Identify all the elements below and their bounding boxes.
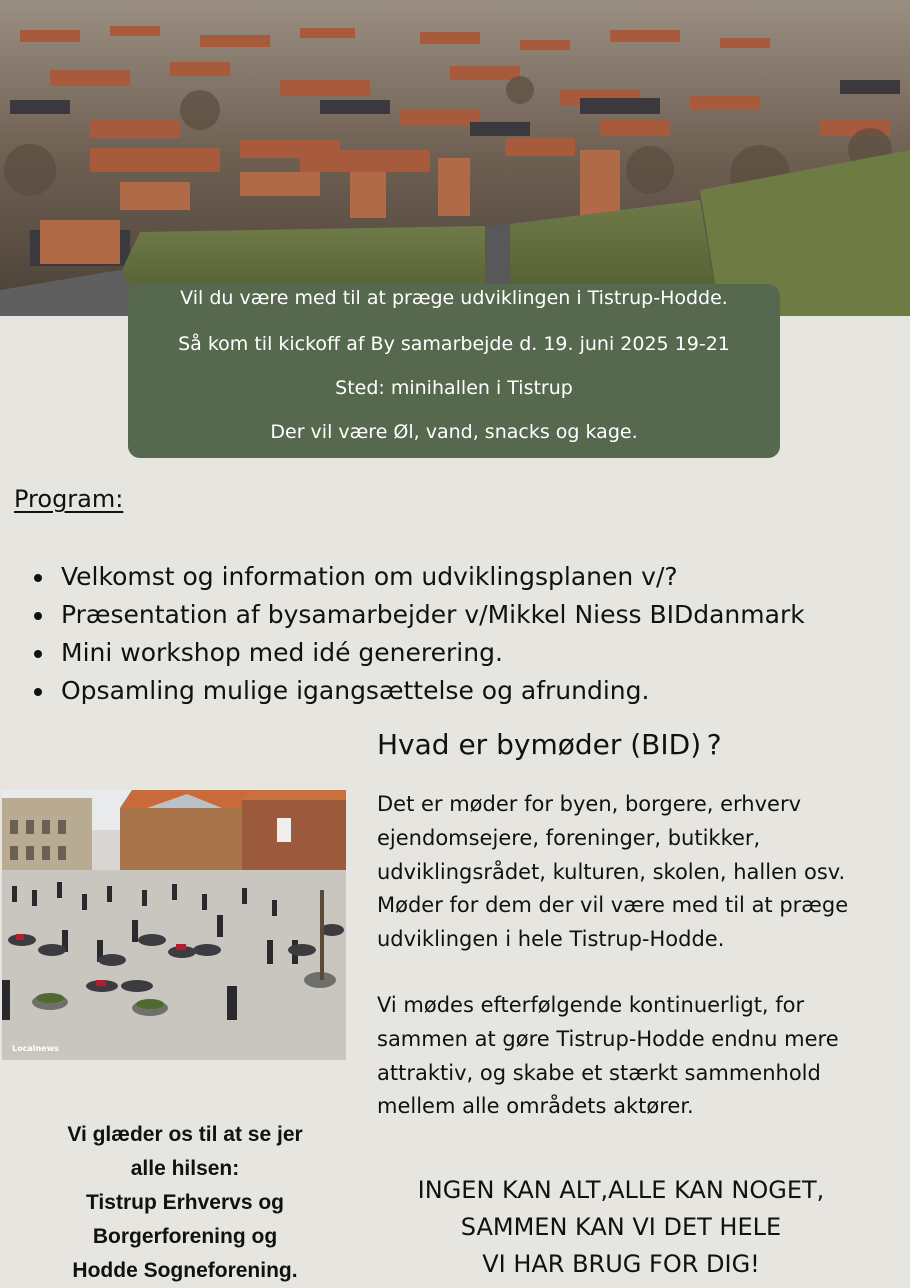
signoff-line: Vi glæder os til at se jer (67, 1123, 303, 1146)
info-line-refreshments: Der vil være Øl, vand, snacks og kage. (270, 421, 638, 443)
signoff (20, 1118, 350, 1288)
signoff-line: Borgerforening og (92, 1225, 278, 1248)
town-square-photo (2, 790, 346, 1060)
info-line-kickoff: Så kom til kickoff af By samarbejde d. 19. juni 2025 19-21 (178, 333, 730, 355)
program-list (34, 558, 805, 710)
aerial-town-photo (0, 0, 910, 316)
bid-paragraph-1: Det er møder for byen, borgere, erhverv ejendomsejere, foreninger, butikker, udviklingsrådet, kulturen, skolen, hallen osv. Møder for dem der vil være med til at præge udviklingen i hele Tistrup-Hodde. (377, 792, 849, 952)
program-item: Velkomst og information om udviklingsplanen v/? (34, 558, 805, 596)
info-line-location: Sted: minihallen i Tistrup (335, 377, 573, 399)
photo-credit: Localnews (12, 1044, 59, 1053)
bid-paragraph-2: Vi mødes efterfølgende kontinuerligt, for sammen at gøre Tistrup-Hodde endnu mere attraktiv, og skabe et stærkt sammenhold mellem alle områdets aktører. (377, 993, 839, 1119)
event-info-box (128, 284, 780, 458)
signoff-line: Tistrup Erhvervs og (85, 1191, 284, 1214)
slogan-line: INGEN KAN ALT,ALLE KAN NOGET, (417, 1176, 825, 1204)
program-heading: Program: (14, 485, 124, 513)
program-item: Mini workshop med idé generering. (34, 634, 805, 672)
slogan (362, 1172, 880, 1283)
slogan-line: SAMMEN KAN VI DET HELE (460, 1213, 782, 1241)
signoff-line: Hodde Sogneforening. (72, 1259, 298, 1282)
program-item: Opsamling mulige igangsættelse og afrunding. (34, 672, 805, 710)
bid-heading: Hvad er bymøder (BID) ? (377, 728, 722, 761)
slogan-line: VI HAR BRUG FOR DIG! (482, 1250, 760, 1278)
signoff-line: alle hilsen: (130, 1157, 240, 1180)
info-line-intro: Vil du være med til at præge udviklingen i Tistrup-Hodde. (180, 287, 728, 309)
program-item: Præsentation af bysamarbejder v/Mikkel Niess BIDdanmark (34, 596, 805, 634)
